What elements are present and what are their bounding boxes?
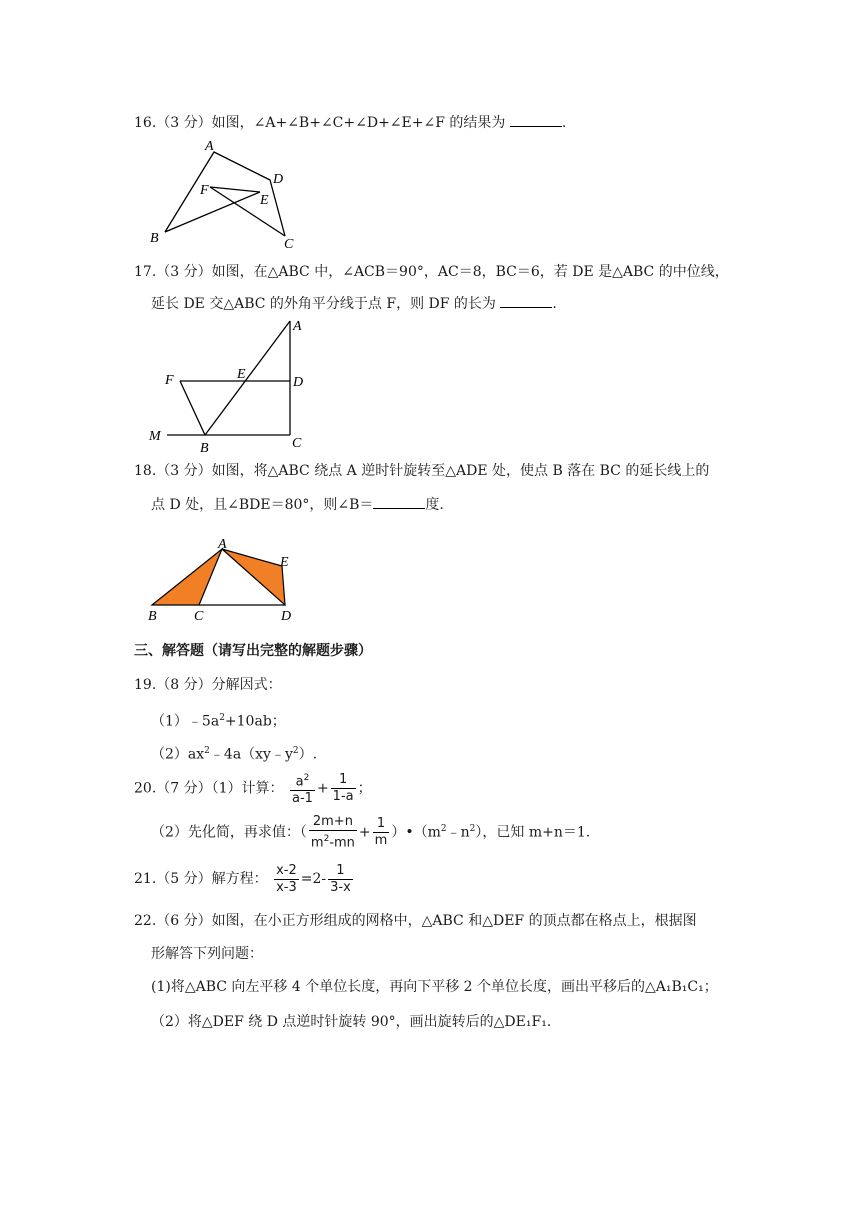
- q17-figure: [145, 316, 315, 456]
- q20-p2-sup: 2: [440, 824, 447, 834]
- q20-fraction-1: [290, 770, 315, 807]
- q20-f1-num: $a^2$: [290, 770, 315, 791]
- q16-end: .: [561, 115, 567, 131]
- q19-part-2: [151, 741, 317, 765]
- q18-label-e: E: [280, 555, 289, 570]
- q16-figure: [140, 136, 310, 252]
- q16-label-b: B: [150, 231, 159, 246]
- q19-p1-sup: 2: [219, 713, 225, 723]
- q20-f2-den: 1-a: [332, 789, 354, 805]
- q21-fraction-1: [274, 863, 299, 896]
- q17-end: .: [552, 296, 557, 312]
- q20-f2-num: 1: [331, 772, 356, 789]
- q17-answer-blank[interactable]: [500, 293, 552, 308]
- q20-f4-den: m: [374, 833, 388, 849]
- q19-part-1: [151, 708, 286, 732]
- q18-figure: [140, 536, 310, 622]
- q17-label-b: B: [200, 441, 209, 456]
- q19-score: （8 分）: [156, 677, 212, 693]
- q19-p2-sup1: 2: [204, 746, 210, 756]
- q16-label-a: A: [205, 139, 214, 154]
- q19-p1-a: ﹣5a: [187, 713, 220, 730]
- q19-p2-a: ax: [187, 746, 205, 763]
- q18-label-c: C: [194, 609, 204, 622]
- q20-part-2: [151, 812, 590, 851]
- q16-text: 如图，∠A+∠B+∠C+∠D+∠E+∠F 的结果为: [211, 115, 506, 131]
- question-17-line2: [151, 293, 557, 314]
- question-21: [134, 862, 355, 896]
- q21-score: （5 分）: [156, 871, 212, 887]
- q17-label-a: A: [293, 319, 302, 334]
- q20-fraction-4: [373, 816, 390, 849]
- question-18-line2: [151, 494, 444, 515]
- q20-p2-mid: ）•（m: [391, 824, 441, 841]
- question-18-line1: [134, 461, 709, 481]
- q19-p1-label: （1）: [151, 713, 188, 730]
- q18-line2a: 点 D 处，且∠BDE＝80°，则∠B＝: [151, 497, 374, 513]
- q20-plus-2: +: [358, 824, 371, 841]
- q20-plus: +: [316, 780, 329, 797]
- q22-score: （6 分）: [156, 913, 212, 929]
- q18-label-a: A: [218, 537, 227, 552]
- q18-label-b: B: [148, 609, 157, 622]
- q20-part-1: [134, 770, 372, 807]
- q18-answer-blank[interactable]: [373, 494, 425, 509]
- q18-line1: 如图，将△ABC 绕点 A 逆时针旋转至△ADE 处，使点 B 落在 BC 的延长线上的: [211, 463, 710, 479]
- q22-number: 22.: [134, 913, 157, 929]
- q20-fraction-3: [309, 814, 357, 851]
- q16-number: 16.: [134, 115, 157, 131]
- q19-p2-sup2: 2: [292, 746, 299, 756]
- q17-label-f: F: [165, 373, 174, 388]
- q16-label-d: D: [273, 172, 284, 187]
- q20-p2-sup2: 2: [469, 824, 476, 834]
- q19-text: 分解因式：: [211, 677, 282, 693]
- q21-f1-num: x-2: [276, 862, 297, 878]
- q21-f2-den: 3-x: [330, 879, 351, 895]
- q18-number: 18.: [134, 463, 157, 479]
- q20-p1-label: （1）计算：: [211, 780, 284, 797]
- q20-f3-num: 2m+n: [309, 814, 357, 831]
- q17-label-e: E: [237, 367, 246, 382]
- q20-fraction-2: [331, 772, 356, 805]
- q20-score: （7 分）: [156, 780, 212, 797]
- q18-label-d: D: [281, 609, 292, 622]
- q21-fraction-2: [328, 863, 353, 896]
- q16-label-c: C: [284, 237, 294, 252]
- q20-f4-num: 1: [373, 816, 390, 833]
- q19-p2-label: （2）: [151, 746, 188, 763]
- q22-line1: 如图，在小正方形组成的网格中，△ABC 和△DEF 的顶点都在格点上，根据图: [211, 913, 697, 929]
- q20-f3-den: $m^2-mn$: [310, 833, 355, 851]
- q19-number: 19.: [134, 677, 157, 693]
- q17-label-c: C: [292, 436, 302, 451]
- q16-label-e: E: [260, 193, 269, 208]
- question-22-line1: [134, 911, 697, 931]
- q19-p2-b: ﹣4a（xy﹣y: [209, 746, 293, 763]
- q20-p2-label: （2）先化简，再求值：（: [151, 824, 307, 841]
- q17-line2: 延长 DE 交△ABC 的外角平分线于点 F，则 DF 的长为: [151, 296, 496, 312]
- q19-p1-b: +10ab；: [224, 713, 286, 730]
- q22-part-2: （2）将△DEF 绕 D 点逆时针旋转 90°，画出旋转后的△DE₁F₁.: [151, 1014, 552, 1030]
- q17-number: 17.: [134, 264, 157, 280]
- q16-label-f: F: [200, 183, 209, 198]
- q20-number: 20.: [134, 780, 157, 797]
- q17-line1: 如图，在△ABC 中，∠ACB＝90°，AC＝8，BC＝6，若 DE 是△ABC 的中位线，: [211, 264, 729, 280]
- q22-part-1: (1)将△ABC 向左平移 4 个单位长度，再向下平移 2 个单位长度，画出平移后的△A₁B₁C₁；: [151, 979, 718, 995]
- section-3-title: 三、解答题（请写出完整的解题步骤）: [134, 643, 372, 659]
- q20-f1-den: a-1: [292, 791, 313, 807]
- question-19: [134, 675, 282, 695]
- q16-answer-blank[interactable]: [510, 112, 562, 127]
- question-22-line2: 形解答下列问题：: [151, 946, 263, 962]
- question-16: [134, 112, 566, 133]
- q18-score: （3 分）: [156, 463, 212, 479]
- q19-p2-c: ）.: [298, 746, 318, 763]
- question-17-line1: [134, 262, 729, 282]
- q20-p2-end: ﹣n: [446, 824, 470, 841]
- q20-p2-tail: ），已知 m+n＝1.: [475, 824, 591, 841]
- q17-score: （3 分）: [156, 264, 212, 280]
- q21-f2-num: 1: [328, 863, 353, 880]
- q20-p1-end: ；: [357, 780, 372, 797]
- q21-f1-den: x-3: [276, 879, 297, 895]
- q16-score: （3 分）: [156, 115, 212, 131]
- q17-label-m: M: [149, 429, 161, 444]
- q17-label-d: D: [293, 375, 304, 390]
- q21-text: 解方程：: [211, 871, 268, 887]
- q21-number: 21.: [134, 871, 157, 887]
- q18-line2b: 度.: [425, 497, 444, 513]
- q21-eq: =2-: [300, 871, 327, 887]
